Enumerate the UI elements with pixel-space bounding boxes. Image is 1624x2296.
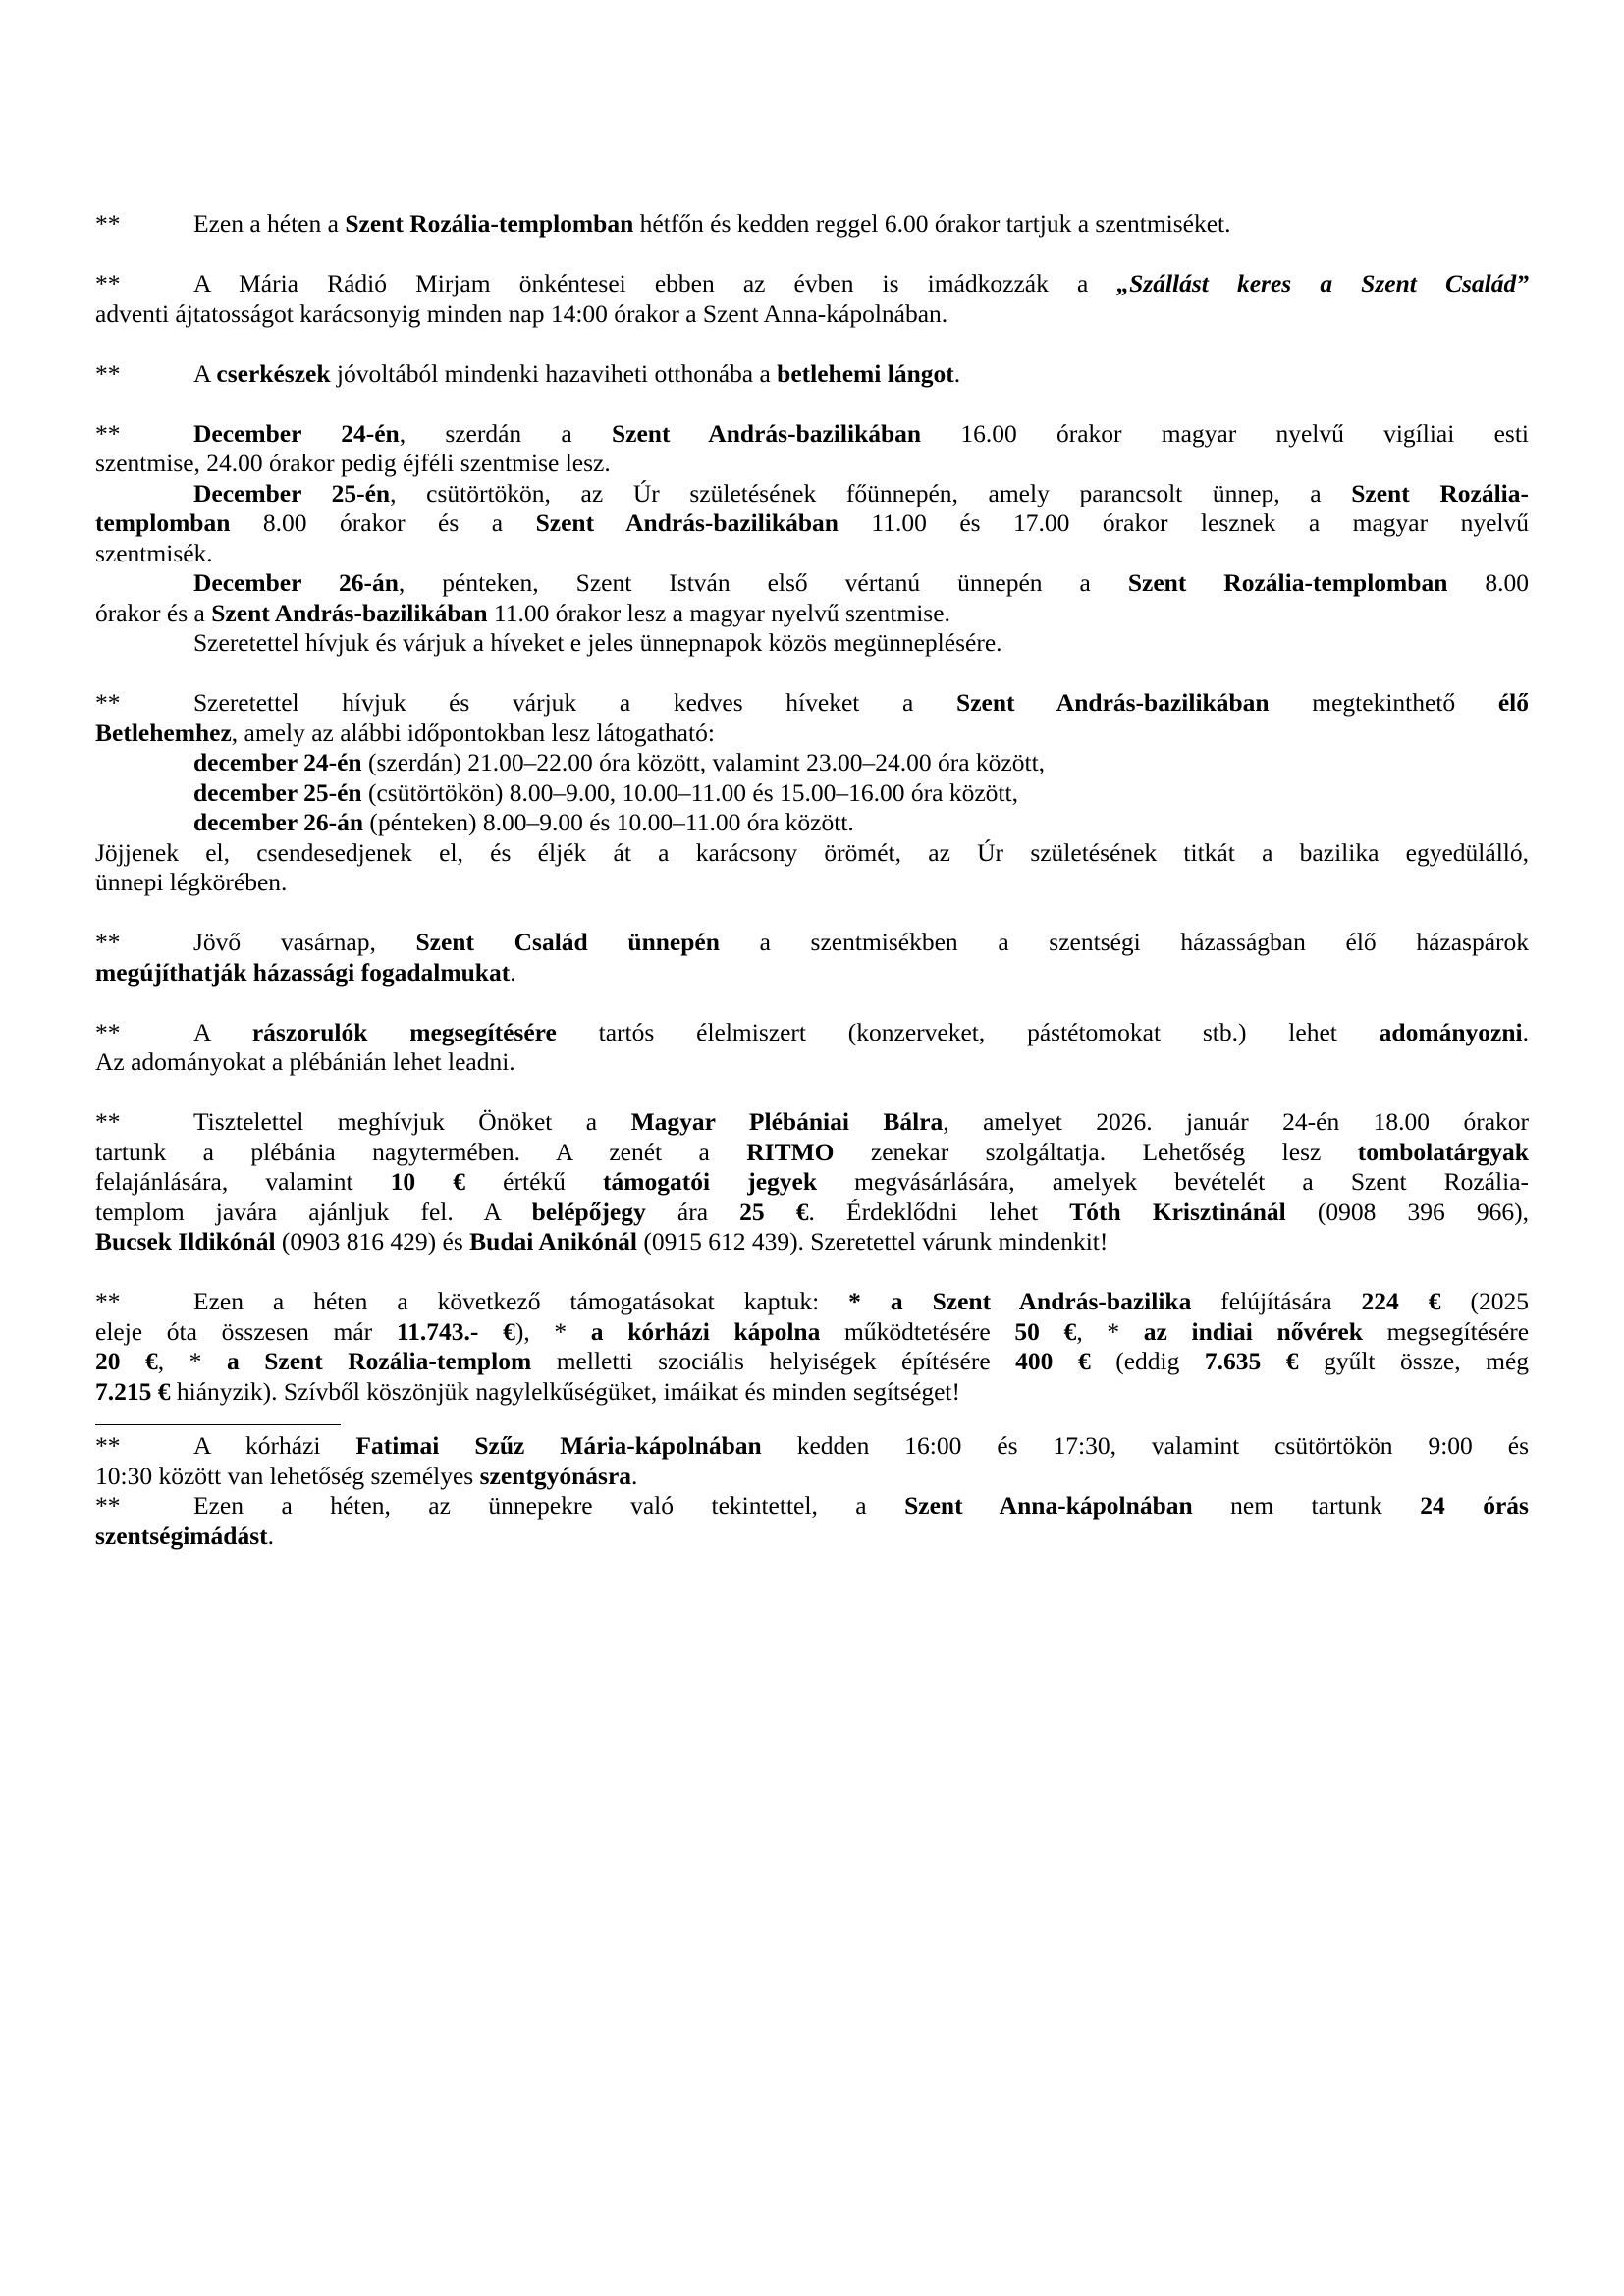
- text-line: [95, 1491, 1529, 1522]
- emphasis-text: 10 €: [390, 1167, 466, 1196]
- bullet-marker: **: [95, 1017, 121, 1046]
- body-text: órakor és a: [95, 598, 212, 627]
- text-line: [95, 1107, 1529, 1138]
- emphasis-text: Szent András-bazilikában: [535, 508, 839, 537]
- body-text: A Mária Rádió Mirjam önkéntesei ebben az évben is imádkozzák a: [193, 269, 1117, 297]
- text-line: [95, 928, 1529, 958]
- body-text: , *: [157, 1347, 227, 1375]
- text-line: [95, 209, 1529, 240]
- text-line: [95, 748, 1529, 778]
- emphasis-text: „Szállást keres a Szent Család”: [1116, 269, 1529, 297]
- body-text: (0908 396 966),: [1285, 1197, 1530, 1226]
- emphasis-text: Bucsek Ildikónál: [95, 1227, 276, 1255]
- body-text: értékű: [465, 1167, 604, 1196]
- body-text: gyűlt össze, még: [1298, 1347, 1530, 1375]
- bullet-marker: **: [95, 688, 121, 717]
- text-line: [95, 1018, 1529, 1048]
- body-text: 11.00 és 17.00 órakor lesznek a magyar nyelvű: [838, 508, 1529, 537]
- bullet-marker: **: [95, 1491, 121, 1520]
- body-text: , szerdán a: [399, 418, 612, 448]
- emphasis-text: 7.635 €: [1204, 1347, 1299, 1375]
- paragraph-spacer: [95, 1257, 1529, 1288]
- announcement-list: [95, 209, 1529, 1407]
- body-text: tartós élelmiszert (konzerveket, pástétomokat stb.) lehet: [556, 1017, 1380, 1046]
- body-text: megtekinthető: [1269, 688, 1498, 717]
- body-text: (2025: [1440, 1287, 1529, 1315]
- text-line: [95, 359, 1529, 390]
- body-text: tartunk a plébánia nagytermében. A zenét a: [95, 1137, 747, 1166]
- body-text: .: [510, 957, 516, 987]
- text-line: [95, 1227, 1529, 1257]
- body-text: Szeretettel hívjuk és várjuk a híveket e jeles ünnepnapok közös megünneplésére.: [193, 628, 1002, 657]
- emphasis-text: December 24-én: [193, 418, 400, 448]
- body-text: (csütörtökön) 8.00–9.00, 10.00–11.00 és 15.00–16.00 óra között,: [361, 777, 1018, 807]
- body-text: , pénteken, Szent István első vértanú ünnepén a: [398, 568, 1128, 597]
- emphasis-text: 50 €: [1014, 1316, 1077, 1346]
- text-line: [95, 1377, 1529, 1408]
- body-text: A kórházi: [193, 1431, 356, 1460]
- emphasis-text: 224 €: [1361, 1287, 1441, 1315]
- text-line: [95, 1431, 1529, 1462]
- text-line: [95, 1138, 1529, 1168]
- text-line: [95, 299, 1529, 330]
- text-line: [95, 628, 1529, 659]
- body-text: Tisztelettel meghívjuk Önöket a: [193, 1107, 631, 1136]
- emphasis-text: szentségimádást: [95, 1521, 268, 1550]
- announcement-adomanyozas: [95, 1018, 1529, 1078]
- footnote-separator: [95, 1407, 341, 1425]
- announcement-elo-betlehem: [95, 688, 1529, 898]
- body-text: , *: [1076, 1316, 1144, 1346]
- emphasis-text: a Szent Rozália-templom: [226, 1347, 532, 1375]
- emphasis-text: * a Szent András-bazilika: [848, 1287, 1192, 1315]
- body-text: szentmise, 24.00 órakor pedig éjféli szentmise lesz.: [95, 449, 611, 477]
- body-text: hiányzik). Szívből köszönjük nagylelkűségüket, imáikat és minden segítséget!: [170, 1376, 960, 1406]
- body-text: ), *: [514, 1316, 591, 1346]
- body-text: szentmisék.: [95, 538, 213, 567]
- emphasis-text: megújíthatják házassági fogadalmukat: [95, 957, 511, 987]
- emphasis-text: Szent Rozália-: [1351, 478, 1529, 507]
- announcement-szent-csalad-unnepe: [95, 928, 1529, 988]
- emphasis-text: RITMO: [746, 1137, 835, 1166]
- body-text: megsegítésére: [1362, 1316, 1530, 1346]
- text-line: [95, 1047, 1529, 1078]
- body-text: 8.00: [1447, 568, 1530, 597]
- emphasis-text: december 25-én: [193, 777, 362, 807]
- body-text: nem tartunk: [1192, 1491, 1421, 1520]
- paragraph-spacer: [95, 389, 1529, 419]
- emphasis-text: Szent Anna-kápolnában: [904, 1491, 1193, 1520]
- body-text: A: [193, 358, 217, 388]
- body-text: Jövő vasárnap,: [193, 928, 416, 956]
- body-text: .: [1522, 1017, 1529, 1046]
- body-text: adventi ájtatosságot karácsonyig minden nap 14:00 órakor a Szent Anna-kápolnában.: [95, 298, 948, 328]
- text-line: [95, 599, 1529, 629]
- text-line: [95, 1198, 1529, 1228]
- announcement-maria-radio-advent: [95, 269, 1529, 329]
- body-text: (0915 612 439). Szeretettel várunk mindenkit!: [636, 1227, 1109, 1255]
- text-line: [95, 1167, 1529, 1198]
- announcement-rozalia-weekday-masses: [95, 209, 1529, 240]
- bullet-marker: **: [95, 1287, 121, 1315]
- text-line: [95, 838, 1529, 869]
- text-line: [95, 269, 1529, 299]
- emphasis-text: Magyar Plébániai Bálra: [630, 1107, 944, 1136]
- body-text: , amelyet 2026. január 24-én 18.00 órakor: [943, 1107, 1530, 1136]
- emphasis-text: betlehemi lángot: [777, 358, 954, 388]
- body-text: felújítására: [1191, 1287, 1362, 1315]
- emphasis-text: december 24-én: [193, 748, 362, 776]
- emphasis-text: adományozni: [1379, 1017, 1523, 1046]
- announcement-christmas-masses: [95, 419, 1529, 659]
- body-text: .: [953, 358, 961, 388]
- emphasis-text: tombolatárgyak: [1357, 1137, 1529, 1166]
- text-line: [95, 568, 1529, 599]
- paragraph-spacer: [95, 659, 1529, 689]
- emphasis-text: templomban: [95, 508, 231, 537]
- emphasis-text: December 25-én: [193, 478, 391, 507]
- body-text: 8.00 órakor és a: [230, 508, 536, 537]
- body-text: .: [631, 1461, 638, 1490]
- body-text: kedden 16:00 és 17:30, valamint csütörtökön 9:00 és: [761, 1431, 1529, 1460]
- bullet-marker: **: [95, 269, 121, 297]
- emphasis-text: 20 €: [95, 1347, 158, 1375]
- body-text: jóvoltából mindenki hazaviheti otthonába a: [330, 358, 778, 388]
- emphasis-text: Szent Rozália-templomban: [345, 209, 634, 238]
- paragraph-spacer: [95, 898, 1529, 929]
- body-text: Jöjjenek el, csendesedjenek el, és éljék át a karácsony örömét, az Úr születésének titkát a bazilika egyedülálló,: [95, 837, 1529, 867]
- text-line: [95, 688, 1529, 719]
- body-text: Ezen a héten, az ünnepekre való tekintettel, a: [193, 1491, 905, 1520]
- text-line: [95, 719, 1529, 749]
- body-text: , csütörtökön, az Úr születésének főünnepén, amely parancsolt ünnep, a: [390, 478, 1352, 507]
- body-text: Ezen a héten a: [193, 209, 346, 238]
- body-text: , amely az alábbi időpontokban lesz látogatható:: [231, 718, 715, 747]
- body-text: 10:30 között van lehetőség személyes: [95, 1461, 480, 1490]
- footnote-list: [95, 1431, 1529, 1551]
- text-line: [95, 1347, 1529, 1377]
- body-text: hétfőn és kedden reggel 6.00 órakor tartjuk a szentmiséket.: [633, 209, 1231, 238]
- body-text: 16.00 órakor magyar nyelvű vigíliai esti: [921, 418, 1529, 448]
- text-line: [95, 808, 1529, 838]
- announcement-szentgyonas: [95, 1431, 1529, 1491]
- bullet-marker: **: [95, 358, 121, 388]
- body-text: működtetésére: [820, 1316, 1015, 1346]
- announcement-tamogatasok: [95, 1287, 1529, 1407]
- emphasis-text: 11.743.- €: [396, 1316, 515, 1346]
- paragraph-spacer: [95, 329, 1529, 359]
- body-text: megvásárlására, amelyek bevételét a Szent Rozália-: [817, 1167, 1530, 1196]
- text-line: [95, 479, 1529, 509]
- announcement-szentsegimadas: [95, 1491, 1529, 1551]
- body-text: zenekar szolgáltatja. Lehetőség lesz: [834, 1137, 1358, 1166]
- emphasis-text: az indiai nővérek: [1143, 1316, 1363, 1346]
- emphasis-text: Fatimai Szűz Mária-kápolnában: [355, 1431, 762, 1460]
- emphasis-text: Betlehemhez: [95, 718, 232, 747]
- body-text: Az adományokat a plébánián lehet leadni.: [95, 1047, 515, 1076]
- announcement-plebaniai-bal: [95, 1107, 1529, 1257]
- bullet-marker: **: [95, 928, 121, 956]
- body-text: . Érdeklődni lehet: [808, 1197, 1070, 1226]
- emphasis-text: December 26-án: [193, 568, 399, 597]
- body-text: Szeretettel hívjuk és várjuk a kedves híveket a: [193, 688, 957, 717]
- announcement-betlehemi-lang: [95, 359, 1529, 390]
- emphasis-text: Szent Család ünnepén: [415, 928, 720, 956]
- bullet-marker: **: [95, 1107, 121, 1136]
- emphasis-text: 24 órás: [1420, 1491, 1529, 1520]
- emphasis-text: élő: [1497, 688, 1529, 717]
- body-text: (szerdán) 21.00–22.00 óra között, valamint 23.00–24.00 óra között,: [361, 748, 1046, 776]
- body-text: 11.00 órakor lesz a magyar nyelvű szentmise.: [487, 598, 950, 627]
- body-text: ára: [645, 1197, 740, 1226]
- body-text: ünnepi légkörében.: [95, 868, 288, 896]
- bullet-marker: **: [95, 418, 121, 448]
- emphasis-text: rászorulók megsegítésére: [251, 1017, 557, 1046]
- emphasis-text: a kórházi kápolna: [590, 1316, 821, 1346]
- emphasis-text: támogatói jegyek: [603, 1167, 818, 1196]
- emphasis-text: 400 €: [1015, 1347, 1091, 1375]
- emphasis-text: 25 €: [739, 1197, 809, 1226]
- paragraph-spacer: [95, 240, 1529, 270]
- text-line: [95, 419, 1529, 450]
- paragraph-spacer: [95, 1078, 1529, 1108]
- emphasis-text: belépőjegy: [531, 1197, 646, 1226]
- emphasis-text: Budai Anikónál: [469, 1227, 637, 1255]
- emphasis-text: december 26-án: [193, 808, 364, 836]
- text-line: [95, 508, 1529, 539]
- text-line: [95, 1522, 1529, 1552]
- bullet-marker: **: [95, 209, 121, 238]
- body-text: felajánlására, valamint: [95, 1167, 391, 1196]
- text-line: [95, 1317, 1529, 1348]
- emphasis-text: 7.215 €: [95, 1376, 171, 1406]
- body-text: melletti szociális helyiségek építésére: [531, 1347, 1016, 1375]
- emphasis-text: Tóth Krisztinánál: [1069, 1197, 1286, 1226]
- emphasis-text: Szent András-bazilikában: [611, 418, 922, 448]
- body-text: (pénteken) 8.00–9.00 és 10.00–11.00 óra között.: [363, 808, 854, 836]
- text-line: [95, 1287, 1529, 1317]
- text-line: [95, 449, 1529, 479]
- body-text: A: [193, 1017, 252, 1046]
- bullet-marker: **: [95, 1431, 121, 1460]
- document-page: [95, 209, 1529, 1551]
- text-line: [95, 868, 1529, 898]
- text-line: [95, 958, 1529, 988]
- emphasis-text: szentgyónásra: [479, 1461, 632, 1490]
- body-text: eleje óta összesen már: [95, 1316, 397, 1346]
- body-text: .: [267, 1521, 275, 1550]
- emphasis-text: Szent Rozália-templomban: [1127, 568, 1448, 597]
- body-text: Ezen a héten a következő támogatásokat kaptuk:: [193, 1287, 849, 1315]
- emphasis-text: cserkészek: [216, 358, 331, 388]
- emphasis-text: Szent András-bazilikában: [211, 598, 488, 627]
- body-text: templom javára ajánljuk fel. A: [95, 1197, 532, 1226]
- body-text: (eddig: [1090, 1347, 1205, 1375]
- text-line: [95, 1462, 1529, 1492]
- paragraph-spacer: [95, 988, 1529, 1018]
- body-text: a szentmisékben a szentségi házasságban élő házaspárok: [719, 928, 1530, 956]
- emphasis-text: Szent András-bazilikában: [956, 688, 1270, 717]
- text-line: [95, 778, 1529, 809]
- text-line: [95, 539, 1529, 569]
- body-text: (0903 816 429) és: [275, 1227, 470, 1255]
